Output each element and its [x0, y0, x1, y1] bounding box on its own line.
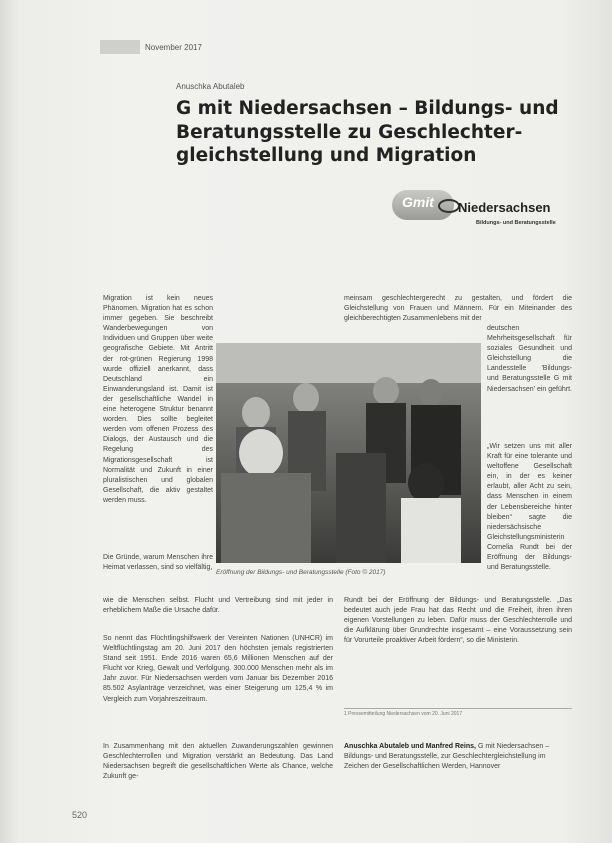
logo-gmit-text: Gmit [402, 194, 434, 210]
event-photo [216, 343, 481, 563]
body-text-right-wide: Rundt bei der Eröffnung der Bildungs- und Beratungsstelle. „Das bedeutet auch jede Frau hat das Recht und die Freiheit, ihren ihren eigenen Vorstellungen zu leben. Dafür muss der Geschlechterrolle und die Aufklärung über Grundrechte insgesamt – eine Voraussetzung sein für Vorurteile proaktiver Arbeit fördern“, so die Ministerin. [344, 597, 572, 645]
body-text-left-p2: So nennt das Flüchtlingshilfswerk der Vereinten Nationen (UNHCR) im Weltflüchtlingstag am 20. Juni 2017 den höchsten jemals registrierten Stand seit 1951. Ende 2016 waren 65,6 Millionen Menschen auf der Flucht vor Krieg, Gewalt und Verfolgung. 300.000 Menschen mehr als im Jahr zuvor. Für Niedersachsen werden vom Januar bis Dezember 2016 85.502 Asylanträge verzeichnet, was einer Steigerung um 125,4 % im Vergleich zum Vorjahreszeitraum. [103, 635, 333, 703]
gmit-logo [392, 186, 582, 238]
bio-names: Anuschka Abutaleb und Manfred Reins, [344, 743, 476, 750]
body-text-right-narrow: deutschen Mehrheitsgesellschaft für soziales Gesundheit und Gleichstellung die Landesstelle 'Bildungs- und Beratungsstelle G mit Niedersachsen' ein geführt. [487, 325, 572, 393]
author-bio [344, 742, 572, 772]
logo-subtitle: Bildungs- und Beratungsstelle [476, 220, 556, 226]
header-tab [100, 40, 140, 54]
photo-caption: Eröffnung der Bildungs- und Beratungsstelle (Foto © 2017) [216, 569, 386, 576]
body-text-left-wide: wie die Menschen selbst. Flucht und Vertreibung sind mit jeder in erheblichem Maße die Ursache dafür. [103, 597, 333, 615]
body-text-left-b: Die Gründe, warum Menschen ihre Heimat verlassen, sind so vielfältig, [103, 554, 213, 572]
article-title: G mit Niedersachsen – Bildungs- und Beratungsstelle zu Geschlechter-gleichstellung und Migration [176, 98, 559, 166]
bio-text: G mit Niedersachsen – Bildungs- und Beratungsstelle, zur Geschlechtergleichstellung im Zeichen der Gesellschaftlichen Werden, Hannover [344, 743, 550, 771]
body-text-left-top: Migration ist kein neues Phänomen. Migration hat es schon immer gegeben. Sie beschreibt Wanderbewegungen von Individuen und Gruppen über weite geografische Gebiete. Mit Antritt der rot-grünen Regierung 1998 wurde offiziell anerkannt, dass Deutschland ein Einwanderungsland ist. Damit ist der gesellschaftliche Wandel in eine heterogene Struktur benannt worden. Dies sollte begleitet werden vom offenen Prozess des Dialogs, der Austausch und die Regelung des Migrationsgesellschaft ist Normalität und Zukunft in einer pluralistischen und globalen Gesellschaft, die aktiv gestaltet werden muss. [103, 295, 213, 504]
footnote: 1 Pressemitteilung Niedersachsen vom 20. Juni 2017 [344, 708, 572, 717]
logo-name: Niedersachsen [458, 200, 551, 215]
body-text-right-top: meinsam geschlechtergerecht zu gestalten, und fördert die Gleichstellung von Frauen und Männern. Für ein Miteinander des gleichberechtigten Zusammenlebens mit der [344, 295, 572, 323]
body-text-right-quote: „Wir setzen uns mit aller Kraft für eine tolerante und weltoffene Gesellschaft ein, in der es keiner erlaubt, aller Acht zu sein, dass Menschen in einem der Lebensbereiche hinter bleiben“ sagte die niedersächsische Gleichstellungsministerin Cornelia Rundt bei der Eröffnung der Bildungs- und Beratungsstelle. [487, 443, 572, 572]
page-number: 520 [72, 810, 88, 820]
logo-loop-icon [438, 199, 460, 213]
article-author: Anuschka Abutaleb [176, 82, 245, 91]
body-text-left-p3: In Zusammenhang mit den aktuellen Zuwanderungszahlen gewinnen Geschlechterrollen und Migration verstärkt an Bedeutung. Das Land Niedersachsen begreift die gesellschaftlichen Werte als Chance, welche Zukunft ge- [103, 743, 333, 781]
issue-date: November 2017 [145, 43, 202, 52]
